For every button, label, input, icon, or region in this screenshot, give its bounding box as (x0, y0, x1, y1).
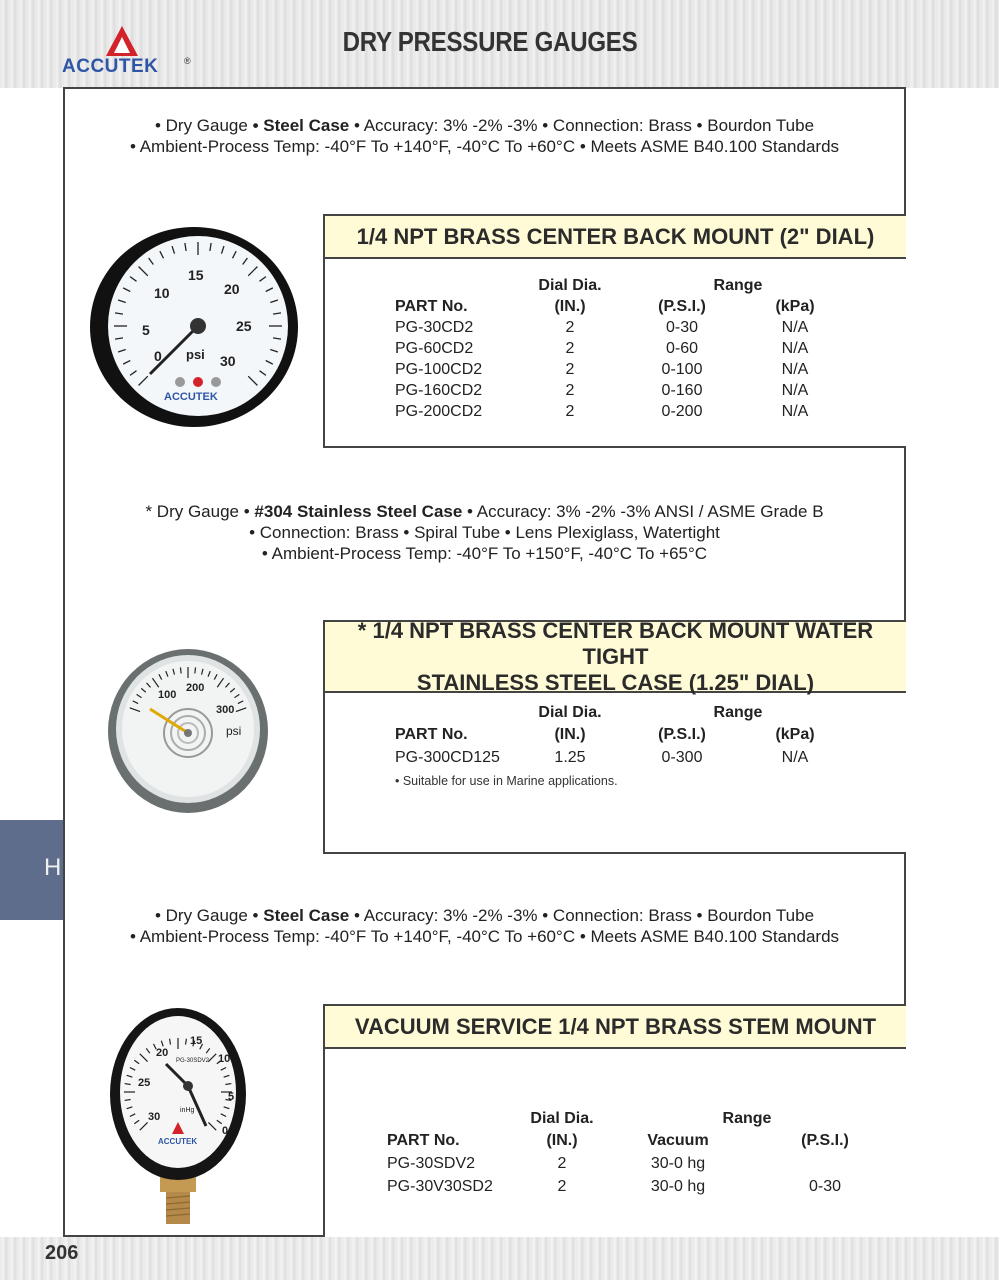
col-header-part: PART No. (395, 726, 468, 743)
section-1-title: 1/4 NPT BRASS CENTER BACK MOUNT (2" DIAL) (325, 216, 906, 259)
col-header-psi: (P.S.I.) (658, 298, 706, 315)
table-cell: 0-100 (661, 361, 703, 378)
section-1-table-box (323, 214, 906, 448)
spec-line: • Ambient-Process Temp: -40°F To +140°F, -40°C To +60°C • Meets ASME B40.100 Standards (129, 927, 840, 946)
col-header-range-top: Range (713, 704, 763, 721)
gauge-label: 20 (224, 281, 240, 297)
table-cell: N/A (781, 382, 809, 399)
gauge-label: 10 (218, 1053, 231, 1065)
gauge-label: 15 (190, 1035, 203, 1047)
gauge-label: 0 (222, 1125, 229, 1137)
gauge-unit: psi (186, 347, 205, 362)
gauge-unit: psi (226, 724, 242, 738)
table-cell: 1.25 (554, 749, 586, 766)
gauge-label: 5 (228, 1091, 235, 1103)
section-tab-letter: H (44, 854, 62, 881)
col-header-psi: (P.S.I.) (801, 1132, 849, 1149)
gauge-brand: ACCUTEK (158, 1137, 198, 1146)
section-1-spec (63, 115, 906, 157)
table-cell: N/A (781, 340, 809, 357)
col-header-dial-top: Dial Dia. (538, 704, 602, 721)
gauge-label: 5 (142, 322, 150, 338)
col-header-dial-top: Dial Dia. (538, 277, 602, 294)
table-cell: N/A (781, 361, 809, 378)
gauge-model: PG-30SDV2 (176, 1058, 210, 1064)
gauge-label: 25 (138, 1077, 151, 1089)
spec-line: * Dry Gauge • #304 Stainless Steel Case • Accuracy: 3% -2% -3% ANSI / ASME Grade B (145, 502, 824, 521)
gauge-tick (180, 667, 181, 673)
section-3-title: VACUUM SERVICE 1/4 NPT BRASS STEM MOUNT (325, 1006, 906, 1049)
spec-line: • Connection: Brass • Spiral Tube • Lens Plexiglass, Watertight (249, 523, 720, 542)
table-cell: 0-30 (665, 319, 699, 336)
col-header-part: PART No. (387, 1132, 460, 1149)
table-cell: N/A (781, 403, 809, 420)
registered-mark: ® (184, 56, 191, 66)
gauge-tick (195, 667, 196, 673)
marine-note: • Suitable for use in Marine applications. (395, 774, 618, 788)
col-header-part: PART No. (395, 298, 468, 315)
logo-text: ACCUTEK (62, 56, 159, 77)
section-3-table-box (323, 1004, 906, 1237)
gauge-label: 100 (158, 689, 177, 701)
spec-line: • Dry Gauge • Steel Case • Accuracy: 3% -2% -3% • Connection: Brass • Bourdon Tube (154, 116, 815, 135)
table-cell: PG-200CD2 (395, 403, 483, 420)
table-cell: PG-30V30SD2 (387, 1178, 493, 1195)
col-header-range-top: Range (713, 277, 763, 294)
table-cell: PG-30CD2 (395, 319, 474, 336)
table-cell: 0-300 (661, 749, 703, 766)
col-header-dial-top: Dial Dia. (530, 1110, 594, 1127)
vacuum-gauge-stem-mount-image (106, 1004, 250, 1226)
section-2-spec (63, 501, 906, 564)
table-cell: 0-60 (665, 340, 699, 357)
table-cell: N/A (781, 319, 809, 336)
table-cell: PG-30SDV2 (387, 1155, 476, 1172)
gauge-label: 30 (148, 1111, 161, 1123)
accutek-logo (62, 26, 192, 78)
gauge-label: 25 (236, 318, 252, 334)
table-cell: 2 (565, 382, 575, 399)
gauge-label: 0 (154, 348, 162, 364)
gauge-label: 15 (188, 267, 204, 283)
section-2-table-box (323, 617, 906, 854)
table-cell: 0-200 (661, 403, 703, 420)
col-header-dial: (IN.) (546, 1132, 578, 1149)
gauge-label: 30 (220, 353, 236, 369)
col-header-kpa: (kPa) (775, 726, 815, 743)
col-header-dial: (IN.) (554, 726, 586, 743)
page-number: 206 (45, 1242, 79, 1264)
section-3-spec (63, 905, 906, 947)
gauge-unit: inHg (180, 1107, 195, 1114)
col-header-kpa: (kPa) (775, 298, 815, 315)
stainless-gauge-1-25in-image (106, 647, 270, 815)
col-header-dial: (IN.) (554, 298, 586, 315)
table-cell: 2 (565, 319, 575, 336)
gauge-brand: ACCUTEK (164, 391, 218, 403)
logo-triangle-icon (106, 26, 138, 56)
gauge-label: 20 (156, 1047, 169, 1059)
table-cell: PG-100CD2 (395, 361, 483, 378)
table-cell: 30-0 hg (650, 1155, 706, 1172)
table-cell: 0-160 (661, 382, 703, 399)
footer-band (0, 1237, 999, 1280)
table-cell: N/A (781, 749, 809, 766)
spec-line: • Dry Gauge • Steel Case • Accuracy: 3% -2% -3% • Connection: Brass • Bourdon Tube (154, 906, 815, 925)
col-header-psi: (P.S.I.) (658, 726, 706, 743)
table-cell: 2 (565, 361, 575, 378)
section-tab-h[interactable] (0, 820, 63, 920)
table-cell: 2 (565, 403, 575, 420)
table-cell: 2 (557, 1155, 567, 1172)
col-header-range-top: Range (722, 1110, 772, 1127)
spec-line: • Ambient-Process Temp: -40°F To +140°F, -40°C To +60°C • Meets ASME B40.100 Standards (129, 137, 840, 156)
gauge-label: 200 (186, 682, 205, 694)
spec-line: • Ambient-Process Temp: -40°F To +150°F, -40°C To +65°C (261, 544, 708, 563)
section-2-title: * 1/4 NPT BRASS CENTER BACK MOUNT WATER TIGHT STAINLESS STEEL CASE (1.25" DIAL) (325, 622, 906, 693)
table-cell: PG-300CD125 (395, 749, 500, 766)
table-cell: 30-0 hg (650, 1178, 706, 1195)
table-cell: PG-60CD2 (395, 340, 474, 357)
gauge-label: 10 (154, 285, 170, 301)
gauge-label: 300 (216, 704, 235, 716)
table-cell: 2 (565, 340, 575, 357)
pressure-gauge-2in-image (86, 224, 300, 430)
col-header-vacuum: Vacuum (647, 1132, 709, 1149)
table-cell: PG-160CD2 (395, 382, 483, 399)
table-cell: 0-30 (808, 1178, 842, 1195)
page-title: DRY PRESSURE GAUGES (342, 26, 638, 57)
table-cell: 2 (557, 1178, 567, 1195)
